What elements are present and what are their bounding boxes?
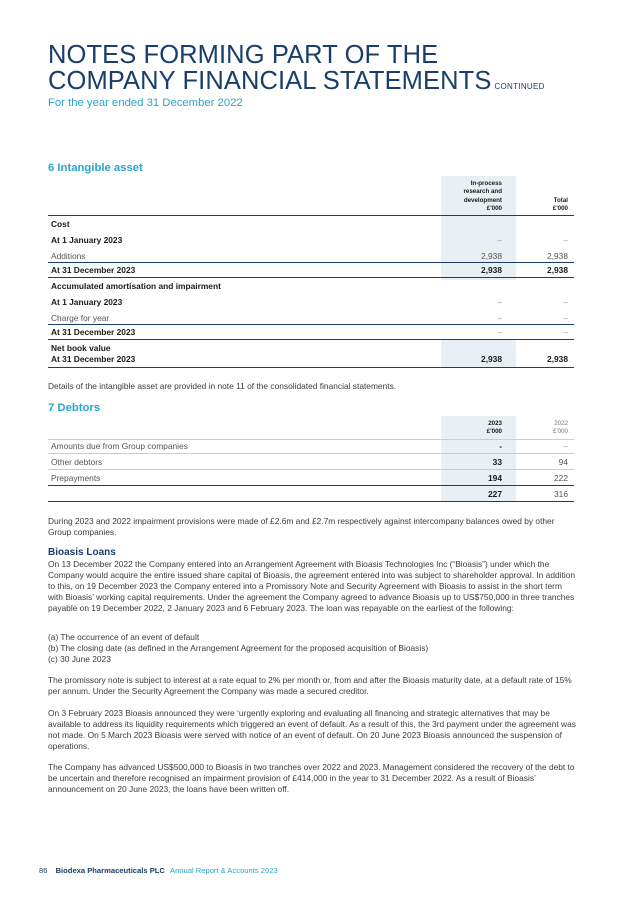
cell-value: 2,938 bbox=[547, 354, 568, 364]
cell-value: 2,938 bbox=[547, 265, 568, 275]
intangible-note: Details of the intangible asset are provided in note 11 of the consolidated financial statements. bbox=[48, 381, 397, 391]
cell-value: 227 bbox=[488, 489, 502, 499]
bioasis-heading: Bioasis Loans bbox=[48, 547, 116, 558]
impairment-note: During 2023 and 2022 impairment provisions were made of £2.6m and £2.7m respectively against intercompany balances owed by other Group companies. bbox=[48, 516, 555, 537]
page-subtitle: For the year ended 31 December 2022 bbox=[48, 97, 243, 109]
row-label: At 1 January 2023 bbox=[51, 297, 123, 307]
bioasis-paragraph-3: On 3 February 2023 Bioasis announced they were ‘urgently exploring and evaluating all financing and strategic alternatives that may be available to address its liquidity requirements which triggered an event of default. As a result of this, the 3rd payment under the agreement was not made. On 5 March 2023 Bioasis were served with notice of an event of default. On 20 June 2023 Bioasis announced the suspension of operations. bbox=[48, 708, 576, 751]
col-header-line: £'000 bbox=[486, 428, 502, 436]
cell-value: – bbox=[497, 235, 502, 245]
bioasis-conditions-list bbox=[48, 632, 576, 665]
col-header-line: £'000 bbox=[486, 205, 502, 213]
debtors-heading: 7 Debtors bbox=[48, 402, 101, 414]
divider bbox=[48, 215, 574, 216]
col-header-line: £'000 bbox=[552, 205, 568, 213]
divider bbox=[48, 439, 574, 440]
title-line-1: NOTES FORMING PART OF THE bbox=[48, 41, 439, 69]
debtors-col1-header bbox=[452, 420, 502, 437]
cell-value: 94 bbox=[558, 457, 568, 467]
divider bbox=[48, 339, 574, 340]
divider bbox=[48, 501, 574, 502]
divider bbox=[48, 262, 574, 263]
col-header-line: 2022 bbox=[554, 420, 568, 427]
cell-value: 2,938 bbox=[481, 354, 502, 364]
debtors-col2-header bbox=[520, 420, 568, 437]
bioasis-paragraph-4: The Company has advanced US$500,000 to Bioasis in two tranches over 2022 and 2023. Management considered the recovery of the debt to be uncertain and therefore recognised an impairment provision of £414,000 in the year to 31 December 2022. As a result of Bioasis’ announcement on 20 June 2023, the loans have been written off. bbox=[48, 762, 575, 794]
col-header-line: In-process bbox=[470, 180, 502, 187]
bioasis-paragraph-2: The promissory note is subject to interest at a rate equal to 2% per month or, from and after the Bioasis maturity date, at a default rate of 15% per annum. Under the Security Agreement the Company was made a secured creditor. bbox=[48, 675, 572, 696]
cell-value: – bbox=[563, 313, 568, 323]
cell-value: 2,938 bbox=[481, 251, 502, 261]
page-title bbox=[48, 42, 545, 100]
divider bbox=[48, 453, 574, 454]
row-label: Prepayments bbox=[51, 473, 101, 483]
row-label: At 31 December 2023 bbox=[51, 327, 136, 337]
cell-value: – bbox=[497, 313, 502, 323]
intangible-col2-header bbox=[520, 197, 568, 214]
bioasis-paragraph-1: On 13 December 2022 the Company entered into an Arrangement Agreement with Bioasis Technologies Inc (“Bioasis”) under which the Company would acquire the entire issued share capital of Bioasis, the agreement entered into was subject to shareholder approval. In addition to this, on 19 December 2023 the Company entered into a Promissory Note and Security Agreement with Bioasis to assist in the short term with Bioasis’ working capital requirements. Under the agreement the Company agreed to advance Bioasis up to US$750,000 in three tranches payable on 19 December 2022, 2 January 2023 and 6 February 2023. The loan was repayable on the earliest of the following: bbox=[48, 559, 576, 613]
divider bbox=[48, 324, 574, 325]
cell-value: – bbox=[563, 297, 568, 307]
page-number: 86 bbox=[39, 866, 48, 875]
list-item: (a) The occurrence of an event of default bbox=[48, 632, 200, 642]
row-label: Accumulated amortisation and impairment bbox=[51, 281, 221, 291]
cell-value: 222 bbox=[554, 473, 568, 483]
cell-value: – bbox=[563, 235, 568, 245]
col-header-line: development bbox=[463, 196, 502, 204]
intangible-heading: 6 Intangible asset bbox=[48, 162, 143, 174]
col-header-line: 2023 bbox=[488, 420, 502, 427]
row-label: At 31 December 2023 bbox=[51, 354, 136, 364]
row-label: Cost bbox=[51, 219, 70, 229]
cell-value: 316 bbox=[554, 489, 568, 499]
cell-value: - bbox=[499, 441, 502, 451]
cell-value: 2,938 bbox=[547, 251, 568, 261]
cell-value: 2,938 bbox=[481, 265, 502, 275]
row-label: At 1 January 2023 bbox=[51, 235, 123, 245]
divider bbox=[48, 469, 574, 470]
page-footer bbox=[39, 866, 278, 875]
list-item: (c) 30 June 2023 bbox=[48, 654, 111, 664]
row-label: Net book value bbox=[51, 343, 111, 353]
row-label: At 31 December 2023 bbox=[51, 265, 136, 275]
footer-report: Annual Report & Accounts 2023 bbox=[170, 866, 278, 875]
col-header-line: £'000 bbox=[553, 428, 568, 436]
continued-label: CONTINUED bbox=[494, 82, 545, 91]
cell-value: – bbox=[563, 327, 568, 337]
cell-value: – bbox=[497, 327, 502, 337]
row-label: Amounts due from Group companies bbox=[51, 441, 188, 451]
col-header-line: Total bbox=[553, 197, 568, 204]
list-item: (b) The closing date (as defined in the Arrangement Agreement for the proposed acquisition of Bioasis) bbox=[48, 643, 429, 653]
cell-value: – bbox=[497, 297, 502, 307]
row-label: Other debtors bbox=[51, 457, 103, 467]
divider bbox=[48, 485, 574, 486]
intangible-col1-header bbox=[440, 180, 502, 214]
title-line-2: COMPANY FINANCIAL STATEMENTS bbox=[48, 67, 492, 95]
row-label: Additions bbox=[51, 251, 86, 261]
row-label: Charge for year bbox=[51, 313, 110, 323]
footer-company: Biodexa Pharmaceuticals PLC bbox=[55, 866, 165, 875]
col-header-line: research and bbox=[463, 188, 502, 196]
cell-value: 33 bbox=[492, 457, 502, 467]
cell-value: 194 bbox=[488, 473, 502, 483]
cell-value: – bbox=[563, 441, 568, 451]
divider bbox=[48, 367, 574, 368]
divider bbox=[48, 277, 574, 278]
